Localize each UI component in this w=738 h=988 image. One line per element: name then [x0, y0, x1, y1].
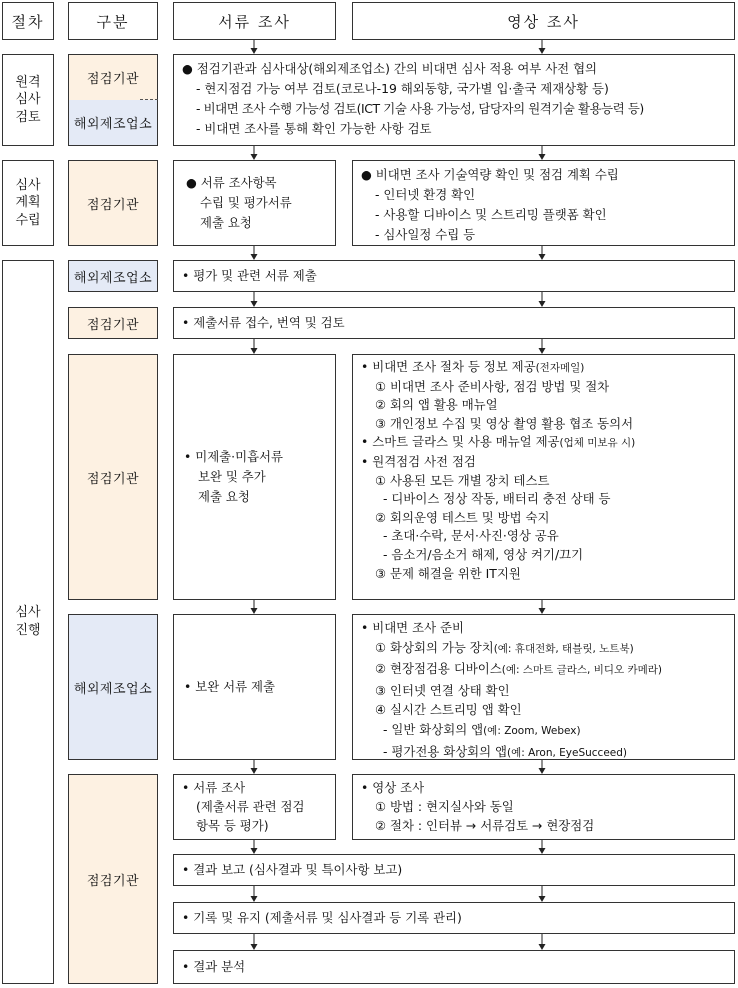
arrow-head: [539, 301, 546, 307]
arrow-head: [251, 154, 258, 160]
arrow-head: [539, 944, 546, 950]
role-foreign-manufacturer: 해외제조업소: [68, 614, 158, 760]
content-line: ② 절차 : 인터뷰 → 서류검토 → 현장점검: [375, 818, 595, 833]
content-line: • 비대면 조사 절차 등 정보 제공(전자메일): [361, 359, 585, 374]
content-line: - 심사일정 수립 등: [375, 227, 476, 242]
header-category: 구분: [68, 2, 158, 40]
stage-proceed: 심사 진행: [2, 260, 54, 984]
content-line: ③ 문제 해결을 위한 IT지원: [375, 565, 521, 581]
content-line: - 초대·수락, 문서·사진·영상 공유: [383, 528, 559, 544]
content-line: • 보완 서류 제출: [184, 679, 275, 694]
arrow-head: [539, 608, 546, 614]
content-line: - 비대면 조사를 통해 확인 가능한 사항 검토: [196, 121, 432, 136]
arrow-head: [251, 254, 258, 260]
content-line: • 결과 보고 (심사결과 및 특이사항 보고): [182, 862, 403, 877]
content-line: - 사용할 디바이스 및 스트리밍 플랫폼 확인: [375, 207, 607, 222]
stage-plan: 심사 계획 수립: [2, 160, 54, 246]
arrow-head: [539, 848, 546, 854]
content-line: 수립 및 평가서류: [200, 195, 292, 210]
content-line: ① 화상회의 가능 장치(예: 휴대전화, 태블릿, 노트북): [375, 639, 634, 655]
arrow-head: [539, 348, 546, 354]
arrow-head: [539, 768, 546, 774]
content-line: 보완 및 추가: [198, 469, 266, 484]
role-inspection-agency: 점검기관: [68, 160, 158, 246]
arrow-head: [251, 301, 258, 307]
content-line: 제출 요청: [198, 489, 250, 504]
content-line: 항목 등 평가): [196, 818, 269, 833]
arrow-head: [251, 48, 258, 54]
arrow-head: [251, 348, 258, 354]
content-line: ④ 실시간 스트리밍 앱 확인: [375, 702, 522, 718]
content-line: ● 점검기관과 심사대상(해외제조업소) 간의 비대면 심사 적용 여부 사전 협의: [182, 61, 598, 76]
content-line: - 비대면 조사 수행 가능성 검토(ICT 기술 사용 가능성, 담당자의 원격기술 활용능력 등): [196, 101, 644, 116]
role-foreign-manufacturer: 해외제조업소: [68, 100, 158, 146]
header-document-review: 서류 조사: [173, 2, 336, 40]
content-line: ① 사용된 모든 개별 장치 테스트: [375, 472, 550, 488]
content-line: - 일반 화상회의 앱(예: Zoom, Webex): [383, 721, 581, 737]
content-line: ② 회의운영 테스트 및 방법 숙지: [375, 509, 550, 525]
arrow-head: [251, 896, 258, 902]
content-line: - 현지점검 가능 여부 검토(코로나-19 해외동향, 국가별 입·출국 제재상황 등): [196, 81, 609, 96]
content-line: • 제출서류 접수, 번역 및 검토: [182, 315, 345, 330]
content-line: • 비대면 조사 준비: [361, 620, 464, 635]
content-line: • 원격점검 사전 점검: [361, 453, 476, 469]
arrow-head: [251, 768, 258, 774]
content-line: - 음소거/음소거 해제, 영상 켜기/끄기: [383, 546, 584, 562]
stage-remote-review: 원격 심사 검토: [2, 54, 54, 146]
content-line: ③ 개인정보 수집 및 영상 촬영 활용 협조 동의서: [375, 415, 634, 431]
arrow-head: [539, 48, 546, 54]
content-line: - 디바이스 정상 작동, 배터리 충전 상태 등: [383, 491, 611, 507]
role-inspection-agency: 점검기관: [68, 354, 158, 600]
arrow-head: [251, 944, 258, 950]
content-line: ● 비대면 조사 기술역량 확인 및 점검 계획 수립: [361, 167, 619, 182]
content-line: • 영상 조사: [361, 780, 425, 795]
header-video-review: 영상 조사: [352, 2, 735, 40]
role-foreign-manufacturer: 해외제조업소: [68, 260, 158, 292]
arrow-head: [539, 154, 546, 160]
content-line: 제출 요청: [200, 215, 252, 230]
role-inspection-agency: 점검기관: [68, 54, 158, 100]
role-inspection-agency: 점검기관: [68, 774, 158, 984]
content-line: ① 방법 : 현지실사와 동일: [375, 799, 514, 814]
content-line: - 인터넷 환경 확인: [375, 187, 476, 202]
arrow-head: [251, 608, 258, 614]
content-line: ● 서류 조사항목: [186, 175, 277, 190]
content-line: • 결과 분석: [182, 959, 246, 974]
content-line: • 미제출·미흡서류: [184, 449, 283, 464]
arrow-head: [251, 848, 258, 854]
content-line: • 평가 및 관련 서류 제출: [182, 268, 317, 283]
content-line: • 스마트 글라스 및 사용 매뉴얼 제공(업체 미보유 시): [361, 434, 636, 450]
content-line: (제출서류 관련 점검: [196, 799, 305, 814]
content-line: ② 회의 앱 활용 매뉴얼: [375, 397, 498, 413]
arrow-head: [539, 254, 546, 260]
content-line: • 서류 조사: [182, 780, 246, 795]
content-line: • 기록 및 유지 (제출서류 및 심사결과 등 기록 관리): [182, 910, 462, 925]
content-line: ③ 인터넷 연결 상태 확인: [375, 682, 510, 698]
arrow-head: [539, 896, 546, 902]
content-line: ① 비대면 조사 준비사항, 점검 방법 및 절차: [375, 378, 610, 394]
header-stage: 절차: [2, 2, 54, 40]
role-inspection-agency: 점검기관: [68, 307, 158, 339]
content-line: - 평가전용 화상회의 앱(예: Aron, EyeSucceed): [383, 743, 628, 759]
content-line: ② 현장점검용 디바이스(예: 스마트 글라스, 비디오 카메라): [375, 661, 662, 677]
